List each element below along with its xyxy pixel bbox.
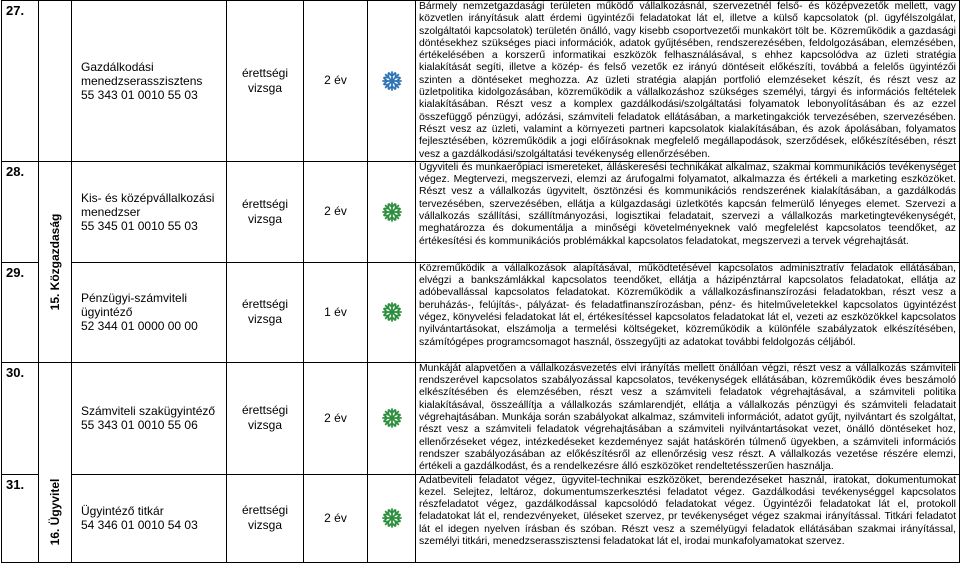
job-description-text: Közreműködik a vállalkozások alapításával, működtetésével kapcsolatos adminisztratív feladatok ellátásában, elvégzi a bankszámlákkal kapcsolatos teendőket, ellátja a házipénztárral kapcsolatos feladatokat, ellátja az adóbevallással kapcsolatos feladatokat. Közreműködik a vállalkozásfinanszírozási feladatokban, részt vesz a beruházás-, felújítás-, pályázat- és feladatfinanszírozásban, pénz- és hitelműveletekkel kapcsolatos ügyintézést végez, könyvelési feladatokat lát el, értékesítéssel kapcsolatos feladatokat lát el, vezeti az eszközökkel kapcsolatos nyilvántartásokat, elszámolja a termelési költségeket, közreműködik a különféle szabályzatok elkészítésében, számítógépes programcsomagot használ, összegyűjti az adatokat további feldolgozás céljából.: [419, 262, 956, 348]
career-table: [1, 0, 960, 563]
qualification-name: Számviteli szakügyintéző: [81, 404, 216, 419]
qualification-cell: [72, 262, 227, 362]
entry-requirement-line2: vizsga: [247, 418, 282, 433]
qualification-name: Gazdálkodási menedzserasszisztens: [81, 59, 203, 88]
job-description-text: Adatbeviteli feladatot végez, ügyvitel-technikai eszközöket, berendezéseket használ, iratokat, dokumentumokat kezel. Selejtez, leltároz, dokumentumszerkesztési feladatot végez. Gazdálkodási tevékenységgel kapcsolatos részfeladatot végez, gazdálkodással kapcsolódó feladatokat végez. Ügyintézői feladatokat lát el, protokoll feladatokat lát el, rendezvényeket, üléseket szervez, pr tevékenységet végez szakmai irányítással. Titkári feladatot lát el idegen nyelven írásban és szóban. Részt vesz a személyügyi feladatok ellátásában szakmai irányítással, személyi titkári, menedzserasszisztensi feladatokat lát el, irodai munkafolyamatokat szervez.: [419, 474, 956, 548]
row-number: 27.: [2, 1, 39, 162]
green-snowflake-icon: [381, 409, 403, 426]
qualification-cell: [72, 161, 227, 262]
icon-cell: [368, 262, 416, 362]
entry-requirement-line2: vizsga: [247, 80, 282, 95]
table-row: [2, 362, 960, 474]
entry-requirement: [227, 161, 304, 262]
job-description-text: Ügyviteli és munkaerőpiaci ismereteket, álláskeresési technikákat alkalmaz, szakmai kommunikációs tevékenységet végez. Megtervezi, megszervezi, elemzi az árufogalmi folyamatot, alkalmazza és értékeli a marketing eszközöket. Részt vesz a vállalkozás ügyvitelt, ösztönzési és kommunikációs rendszerének kialakításában, a gazdálkodás tervezésében, szervezésében, ellátja a külgazdasági üzletkötés kapcsán felmerülő lényeges elemet. Szervezi a vállalkozás szállítási, szállítmányozási, logisztikai feladatait, szervezi a vállalkozás marketingtevékenységét, meghatározza és dokumentálja a minőségi követelményeknek való megfelelést kapcsolatos teendőket, az értékesítési és kommunikációs problémákkal kapcsolatos feladatokat, megszervezi a tervek végrehajtását.: [419, 161, 956, 247]
training-duration: 1 év: [304, 262, 368, 362]
entry-requirement-line1: érettségi: [241, 403, 289, 418]
entry-requirement-line1: érettségi: [241, 297, 289, 312]
table-row: [2, 1, 960, 162]
entry-requirement-line1: érettségi: [241, 503, 289, 518]
row-number: 28.: [2, 161, 39, 262]
qualification-cell: [72, 362, 227, 474]
row-number: 30.: [2, 362, 39, 474]
qualification-name: Kis- és középvállalkozási menedzser: [81, 190, 215, 219]
entry-requirement-line2: vizsga: [247, 518, 282, 533]
icon-cell: [368, 161, 416, 262]
qualification-code: 55 345 01 0010 55 03: [81, 218, 198, 233]
qualification-code: 55 343 01 0010 55 06: [81, 418, 198, 433]
entry-requirement-line1: érettségi: [241, 65, 289, 80]
table-row: [2, 161, 960, 262]
entry-requirement: [227, 1, 304, 162]
icon-cell: [368, 362, 416, 474]
blue-snowflake-icon: [381, 72, 403, 89]
job-description-text: Munkáját alapvetően a vállalkozásvezetés elvi irányítás mellett önállóan végzi, részt vesz a vállalkozás számviteli rendszerével kapcsolatos szabályozással kapcsolatos, tevékenységek ellátásában, közreműködik éves beszámoló elkészítésében és elemzésében, részt vesz a számviteli feladatok végrehajtásával, a számviteli politika kialakításával, összeállítja a vállalkozás számlarendjét, ellátja a vállalkozás pénzügyi és számviteli feladatait végrehajtásában. Munkája során szabályokat alkalmaz, számviteli információt, adatot gyűjt, nyilvántart és szolgáltat, részt vesz a számviteli feladatok végrehajtásában a számviteli nyilvántartásokat vezet, önálló döntéseket hoz, ellenőrzéseket végez, intézkedéseket kezdeményez saját hatáskörén túlmenő ügyekben, a számviteli információs rendszer szabályozásában az előkészítésről az ellenőrzésig vesz részt. A vállalkozás vezetése részére elemzi, értékeli a gazdálkodást, és a rendelkezésre álló eszközöket rendeltetésszerűen használja.: [419, 362, 956, 473]
row-number: 29.: [2, 262, 39, 362]
category-label: 16. Ügyvitel: [48, 478, 62, 546]
green-snowflake-icon: [381, 509, 403, 526]
category-ugyvitel: [39, 362, 72, 562]
qualification-code: 52 344 01 0000 00 00: [81, 319, 198, 334]
job-description-text: Bármely nemzetgazdasági területen működő vállalkozásnál, szervezetnél felső- és középvezetők mellett, vagy közvetlen irányításuk alatt érdemi ügyintézői feladatokat lát el, illetve a külső kapcsolatok (pl. ügyfélszolgálat, szolgáltatói kapcsolatok) területén önálló, vagy kisebb csoportvezetői munkakört tölt be. Közreműködik a gazdasági döntésekhez szükséges piaci információk, adatok gyűjtésében, rendszerezésében, feldolgozásában, elemzésében, értékelésében a korszerű informatikai eszközök felhasználásával, s ehhez kapcsolódva az üzleti stratégia kialakítását segíti, illetve a közép- és felső vezetők ez irányú döntéseit előkészíti, továbbá a felelős ügyintézői szinten a döntéseket meghozza. Az üzleti stratégia alapján portfolió elemzéseket készít, és részt vesz az üzletpolitika kidolgozásában, közreműködik a vállalkozáshoz szükséges személyi, tárgyi és információs feltételek kialakításában. Részt vesz a komplex gazdálkodási/szolgáltatási folyamatok lebonyolításában és az ezzel összefüggő pénzügyi, adózási, számviteli feladatok ellátásában, a marketingakciók tervezésében, szervezésében. Részt vesz az üzleti, valamint a környezeti partneri kapcsolatok kialakításában, és azok ápolásában, folyamatos fejlesztésében, közreműködik a jogi előírásoknak megfelelő megállapodások, szerződések, előkészítésében, részt vesz a gazdálkodási/szolgáltatási tevékenység ellenőrzésében.: [419, 1, 956, 160]
job-description: [416, 1, 960, 162]
entry-requirement-line1: érettségi: [241, 196, 289, 211]
job-description: [416, 262, 960, 362]
table-row: [2, 262, 960, 362]
entry-requirement: [227, 262, 304, 362]
training-duration: 2 év: [304, 1, 368, 162]
green-snowflake-icon: [381, 203, 403, 220]
category-cell-empty: [39, 1, 72, 162]
icon-cell: [368, 1, 416, 162]
job-description: [416, 362, 960, 474]
category-label: 15. Közgazdaság: [48, 213, 62, 311]
qualification-code: 54 346 01 0010 54 03: [81, 518, 198, 533]
qualification-code: 55 343 01 0010 55 03: [81, 87, 198, 102]
training-duration: 2 év: [304, 362, 368, 474]
category-kozgazdasag: [39, 161, 72, 362]
row-number: 31.: [2, 474, 39, 562]
qualification-cell: [72, 1, 227, 162]
training-duration: 2 év: [304, 161, 368, 262]
training-duration: 2 év: [304, 474, 368, 562]
job-description: [416, 161, 960, 262]
entry-requirement-line2: vizsga: [247, 211, 282, 226]
entry-requirement: [227, 362, 304, 474]
green-snowflake-icon: [381, 304, 403, 321]
entry-requirement-line2: vizsga: [247, 312, 282, 327]
qualification-name: Pénzügyi-számviteli ügyintéző: [81, 291, 188, 320]
qualification-name: Ügyintéző titkár: [81, 504, 164, 519]
